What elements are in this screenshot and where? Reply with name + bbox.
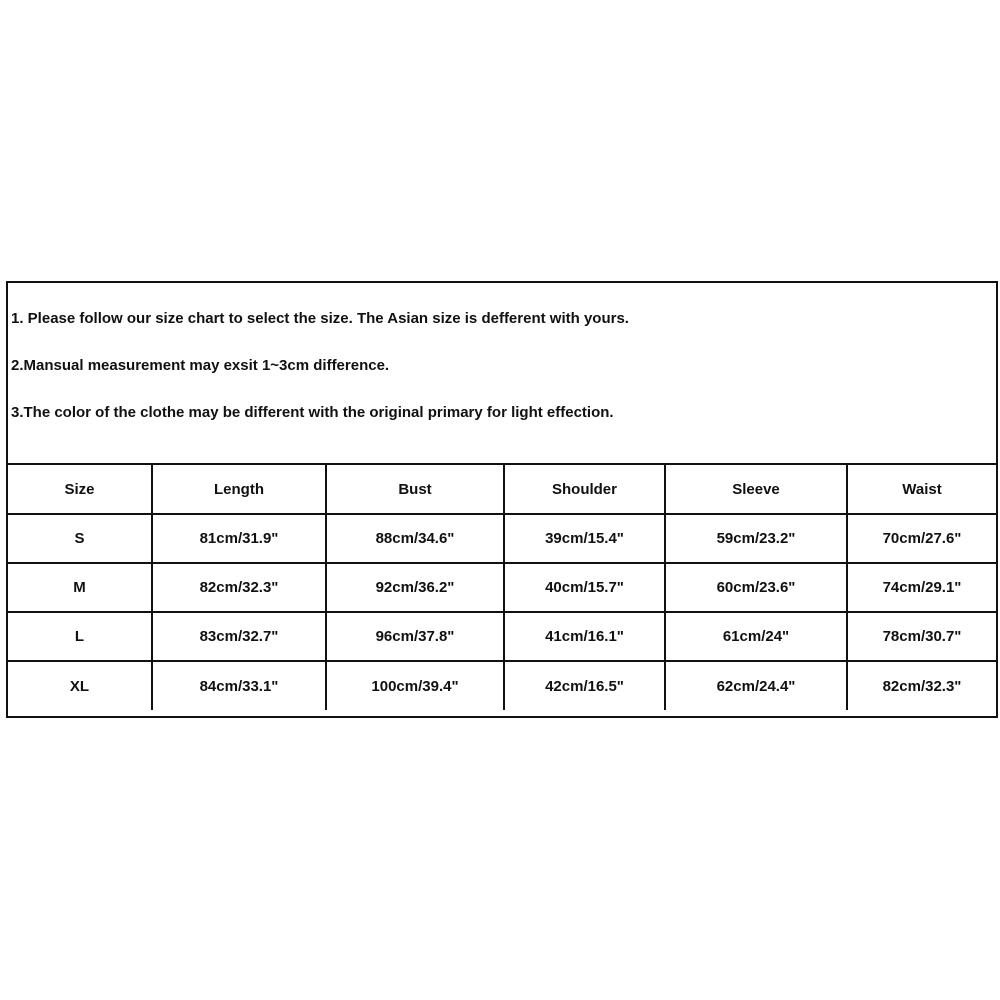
table-cell: 61cm/24" — [665, 612, 847, 661]
table-cell: 100cm/39.4" — [326, 661, 504, 710]
note-1: 1. Please follow our size chart to select the size. The Asian size is defferent with yours. — [11, 310, 629, 327]
header-sleeve: Sleeve — [665, 465, 847, 514]
table-row — [8, 563, 996, 612]
table-row — [8, 612, 996, 661]
table-cell: 70cm/27.6" — [847, 514, 996, 563]
header-bust: Bust — [326, 465, 504, 514]
table-cell: 74cm/29.1" — [847, 563, 996, 612]
header-waist: Waist — [847, 465, 996, 514]
table-cell: 96cm/37.8" — [326, 612, 504, 661]
header-length: Length — [152, 465, 326, 514]
header-shoulder: Shoulder — [504, 465, 665, 514]
table-cell: 82cm/32.3" — [882, 677, 962, 695]
table-cell: 42cm/16.5" — [504, 661, 665, 710]
table-row — [8, 661, 996, 710]
size-chart — [6, 281, 998, 718]
table-cell: 40cm/15.7" — [504, 563, 665, 612]
size-table — [8, 465, 996, 710]
note-3: 3.The color of the clothe may be different with the original primary for light effection. — [11, 404, 614, 421]
table-header-row — [8, 465, 996, 514]
table-cell: 59cm/23.2" — [665, 514, 847, 563]
header-size: Size — [8, 465, 152, 514]
table-cell: 92cm/36.2" — [326, 563, 504, 612]
table-cell: S — [8, 514, 152, 563]
table-cell: 62cm/24.4" — [665, 661, 847, 710]
table-cell: M — [8, 563, 152, 612]
table-cell: 78cm/30.7" — [847, 612, 996, 661]
table-cell: 60cm/23.6" — [665, 563, 847, 612]
table-cell: 41cm/16.1" — [504, 612, 665, 661]
table-row — [8, 514, 996, 563]
table-cell: 88cm/34.6" — [326, 514, 504, 563]
notes-section — [8, 283, 996, 465]
table-cell: 82cm/32.3" — [152, 563, 326, 612]
table-cell: 84cm/33.1" — [152, 661, 326, 710]
table-cell: 39cm/15.4" — [504, 514, 665, 563]
table-cell: L — [8, 612, 152, 661]
table-cell: XL — [8, 661, 152, 710]
table-cell: 83cm/32.7" — [152, 612, 326, 661]
table-cell: 81cm/31.9" — [152, 514, 326, 563]
note-2: 2.Mansual measurement may exsit 1~3cm difference. — [11, 357, 390, 374]
